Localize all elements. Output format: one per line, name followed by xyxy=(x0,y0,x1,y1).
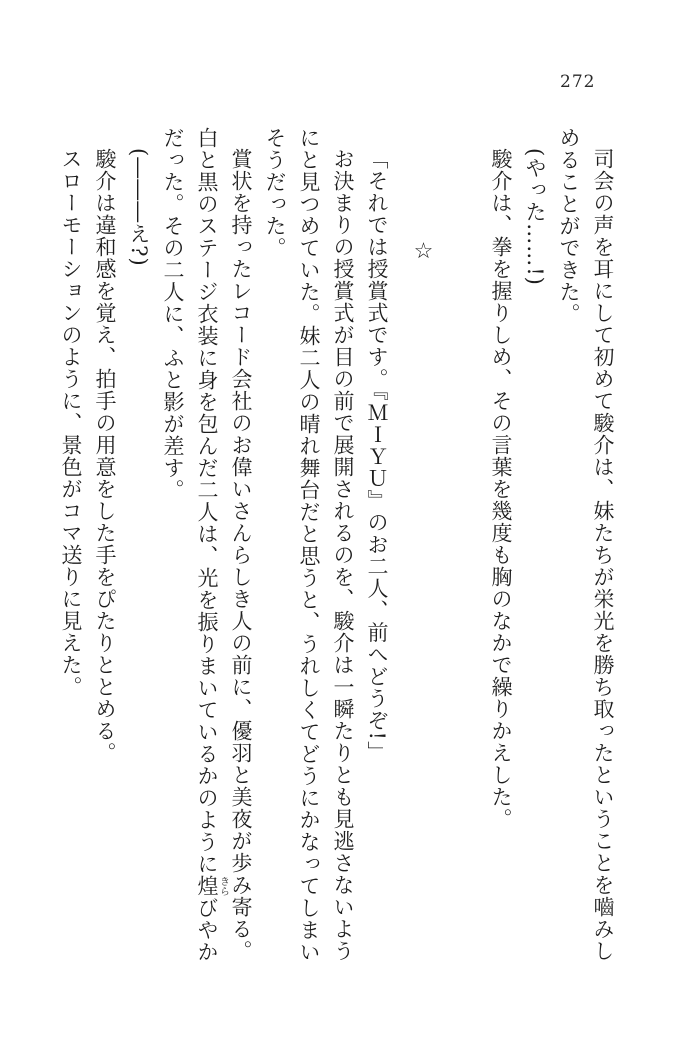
paragraph-thought-1: (やった……!) xyxy=(523,148,547,286)
paragraph-narration-2: 駿介は、拳を握りしめ、その言葉を幾度も胸のなかで繰りかえした。 xyxy=(489,148,513,830)
paragraph-thought-2: (―――え?) xyxy=(127,148,151,267)
ruby-furigana: きら xyxy=(217,875,229,897)
paragraph-narration-4 xyxy=(156,127,258,963)
paragraph-narration-3: お決まりの授賞式が目の前で展開されるのを、駿介は一瞬たりとも見逃さないようにと見つめていた。妹二人の晴れ舞台だと思うと、うれしくてどうにかなってしまいそうだった。 xyxy=(263,127,355,963)
paragraph-narration-1: 司会の声を耳にして初めて駿介は、妹たちが栄光を勝ち取ったということを嚙みしめることができた。 xyxy=(557,127,615,962)
ruby-base-kanji: 煌 xyxy=(195,875,219,897)
page-number: 272 xyxy=(560,72,596,92)
paragraph-dialogue-1: 「それでは授賞式です。『ＭＩＹＵ』のお二人、前へどうぞ!」 xyxy=(365,148,389,763)
vertical-text-area xyxy=(54,127,620,963)
star-separator: ☆ xyxy=(411,239,436,265)
paragraph-narration-6: スローモーションのように、景色がコマ送りに見えた。 xyxy=(59,148,83,698)
ruby-post-text: びやかだった。その二人に、ふと影が差す。 xyxy=(161,127,219,963)
ruby-annotation xyxy=(195,875,229,897)
paragraph-narration-5: 駿介は違和感を覚え、拍手の用意をした手をぴたりととめる。 xyxy=(93,148,117,764)
ruby-pre-text: 賞状を持ったレコード会社のお偉いさんらしき人の前に、優羽と美夜が歩み寄る。白と黒のステージ衣装に身を包んだ二人は、光を振りまいているかのように xyxy=(195,127,253,962)
